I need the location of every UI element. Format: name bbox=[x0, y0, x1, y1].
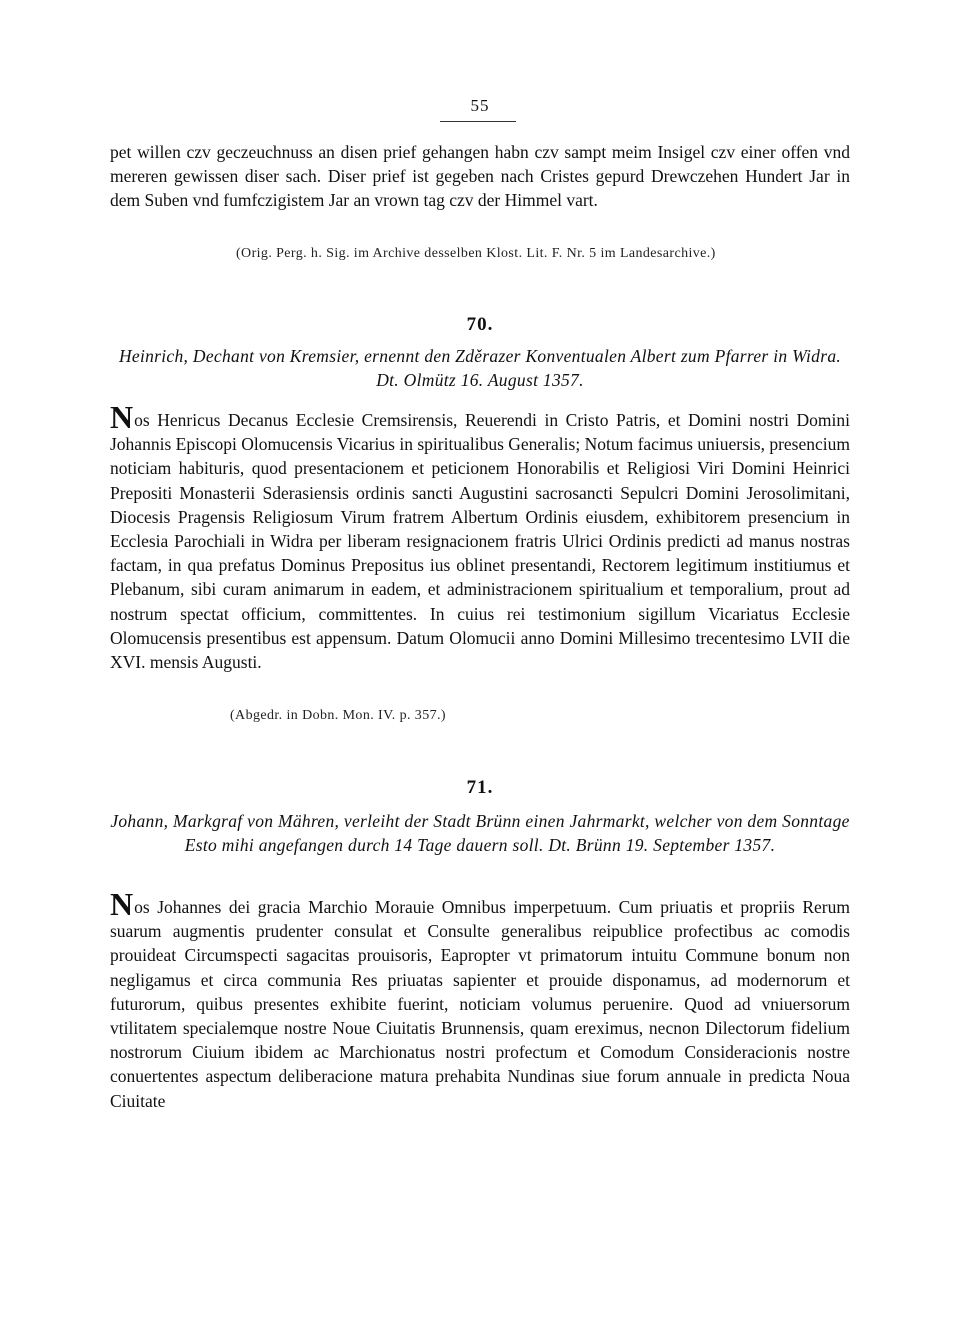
document-70-source-note: (Abgedr. in Dobn. Mon. IV. p. 357.) bbox=[230, 708, 446, 723]
document-70-initial: N bbox=[110, 399, 134, 435]
continuation-block bbox=[110, 140, 850, 213]
page-number: 55 bbox=[470, 96, 490, 115]
document-number-71: 71. bbox=[466, 777, 494, 798]
document-71-initial: N bbox=[110, 886, 134, 922]
document-70-text: os Henricus Decanus Ecclesie Cremsirensis, Reuerendi in Cristo Patris, et Domini nostri Domini Johannis Episcopi Olomucensis Vicarius in spiritualibus Generalis; Notum facimus uniuersis, presencium noticiam habituris, quod presentacionem et peticionem Honorabilis et Religiosi Viri Domini Heinrici Prepositi Monasterii Sderasiensis ordinis sancti Augustini sacrosancti Sepulcri Domini Jerosolimitani, Diocesis Pragensis Religiosum Virum fratrem Albertum Ordinis eiusdem, exhibitorem presencium in Ecclesia Parochiali in Widra per liberam resignacionem fratris Ulrici Ordinis predicti ad manus nostras factam, in qua prefatus Dominus Prepositus ius oblinet presentandi, Rectorem legitimum institiumus et Plebanum, sibi curam animarum in eadem, et administracionem spiritualium et temporalium, prout ad nostrum spectat officium, committentes. In cuius rei testimonium sigillum Vicariatus Ecclesie Olomucensis presentibus est appensum. Datum Olomucii anno Domini Millesimo trecentesimo LVII die XVI. mensis Augusti. bbox=[110, 410, 850, 673]
document-71-regest-block bbox=[110, 809, 850, 857]
continuation-source-note: (Orig. Perg. h. Sig. im Archive desselben Klost. Lit. F. Nr. 5 im Landesarchive.) bbox=[236, 246, 716, 261]
document-71-regest: Johann, Markgraf von Mähren, verleiht der Stadt Brünn einen Jahrmarkt, welcher von dem Sonntage Esto mihi angefangen durch 14 Tage dauern soll. Dt. Brünn 19. September 1357. bbox=[110, 811, 850, 855]
document-number-70: 70. bbox=[466, 314, 494, 335]
document-71-body bbox=[110, 886, 850, 1113]
document-70-regest: Heinrich, Dechant von Kremsier, ernennt den Zděrazer Konventualen Albert zum Pfarrer in Widra. Dt. Olmütz 16. August 1357. bbox=[118, 346, 842, 390]
page-number-rule bbox=[440, 121, 516, 122]
document-71-text-paragraph bbox=[110, 886, 850, 1113]
document-70-body bbox=[110, 399, 850, 674]
document-71-text: os Johannes dei gracia Marchio Morauie Omnibus imperpetuum. Cum priuatis et propriis Rerum suarum augmentis prudenter consulat et Consulte generalibus reipublice profectibus ac comodis prouideat Circumspecti sagacitas prouisoris, Eapropter vt primatorum intuitu Commune bonum non negligamus et circa communia Res priuatas sapienter et prouide disponamus, ad modernorum et futurorum, quibus presentes exhibite fuerint, noticiam volumus peruenire. Quod ad vniuersorum vtilitatem specialemque nostre Noue Ciuitatis Brunnensis, quam ereximus, necnon Dilectorum fidelium nostrorum Ciuium ibidem ac Marchionatus nostri profectum et Comodum Consideracionis nostre conuertentes aspectum deliberacione matura prehabita Nundinas siue forum annuale in predicta Noua Ciuitate bbox=[110, 897, 850, 1111]
continuation-text: pet willen czv geczeuchnuss an disen prief gehangen habn czv sampt meim Insigel czv einer offen vnd mereren gewissen diser sach. Diser prief ist gegeben nach Cristes gepurd Drewczehen Hundert Jar in dem Suben vnd fumfczigistem Jar an vrown tag czv der Himmel vart. bbox=[110, 142, 850, 211]
document-70-text-paragraph bbox=[110, 399, 850, 674]
document-70-regest-block bbox=[110, 344, 850, 392]
